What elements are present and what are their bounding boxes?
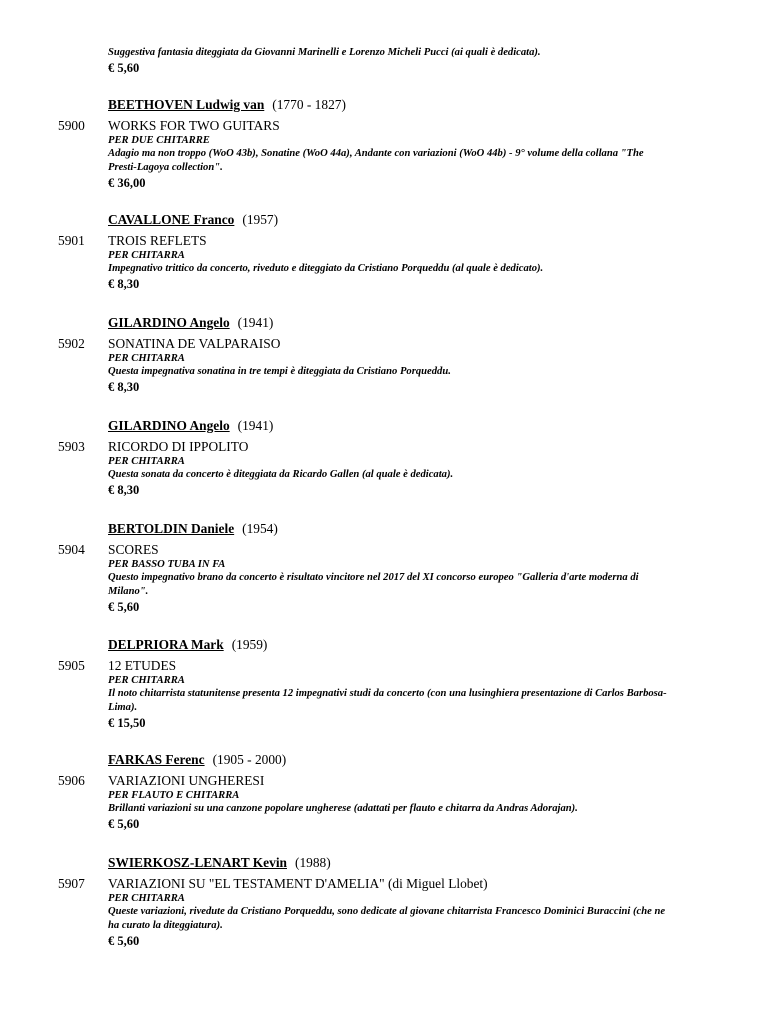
instrumentation: PER DUE CHITARRE [108, 135, 210, 146]
composer-heading [108, 520, 278, 537]
composer-years: (1941) [237, 418, 274, 433]
entry-description: Questo impegnativo brano da concerto è risultato vincitore nel 2017 del XI concorso europeo "Galleria d'arte moderna di Milano". [108, 572, 639, 597]
catalog-number: 5904 [58, 542, 85, 557]
entry-body [108, 335, 668, 395]
composer-heading [108, 751, 286, 768]
catalog-number: 5902 [58, 336, 85, 351]
composer-name: BEETHOVEN Ludwig van [108, 97, 265, 112]
work-title: SONATINA DE VALPARAISO [108, 336, 281, 351]
work-title: 12 ETUDES [108, 658, 177, 673]
composer-years: (1905 - 2000) [212, 752, 287, 767]
composer-name: BERTOLDIN Daniele [108, 521, 235, 536]
composer-name: GILARDINO Angelo [108, 315, 230, 330]
entry-price: € 8,30 [108, 380, 140, 394]
entry-price: € 36,00 [108, 176, 146, 190]
work-title: RICORDO DI IPPOLITO [108, 439, 249, 454]
composer-years: (1941) [237, 315, 274, 330]
catalog-number: 5903 [58, 439, 85, 454]
composer-heading [108, 96, 346, 113]
composer-years: (1954) [242, 521, 278, 536]
work-title: VARIAZIONI UNGHERESI [108, 773, 265, 788]
composer-heading [108, 636, 267, 653]
lead-entry-tail [108, 46, 748, 76]
composer-years: (1957) [242, 212, 279, 227]
work-title: WORKS FOR TWO GUITARS [108, 118, 280, 133]
composer-name: CAVALLONE Franco [108, 212, 235, 227]
instrumentation: PER CHITARRA [108, 456, 185, 467]
instrumentation: PER CHITARRA [108, 893, 185, 904]
entry-price: € 8,30 [108, 483, 140, 497]
composer-heading [108, 854, 331, 871]
entry-price: € 8,30 [108, 277, 140, 291]
entry-body [108, 772, 668, 832]
entry-body [108, 875, 668, 949]
entry-description: Impegnativo trittico da concerto, riveduto e diteggiato da Cristiano Porqueddu (al quale è dedicato). [108, 263, 544, 274]
composer-name: DELPRIORA Mark [108, 637, 224, 652]
work-title: TROIS REFLETS [108, 233, 207, 248]
entry-price: € 5,60 [108, 817, 140, 831]
entry-body [108, 438, 668, 498]
entry-price: € 15,50 [108, 716, 146, 730]
catalog-number: 5907 [58, 876, 85, 891]
composer-heading [108, 417, 273, 434]
composer-years: (1770 - 1827) [272, 97, 346, 112]
work-title: VARIAZIONI SU "EL TESTAMENT D'AMELIA" (di Miguel Llobet) [108, 876, 488, 891]
entry-price: € 5,60 [108, 600, 140, 614]
entry-body [108, 117, 668, 191]
work-title: SCORES [108, 542, 159, 557]
instrumentation: PER BASSO TUBA IN FA [108, 559, 226, 570]
instrumentation: PER FLAUTO E CHITARRA [108, 790, 240, 801]
catalog-number: 5906 [58, 773, 85, 788]
composer-name: SWIERKOSZ-LENART Kevin [108, 855, 287, 870]
entry-description: Questa impegnativa sonatina in tre tempi è diteggiata da Cristiano Porqueddu. [108, 366, 451, 377]
composer-heading [108, 211, 278, 228]
composer-heading [108, 314, 273, 331]
entry-description: Queste variazioni, rivedute da Cristiano Porqueddu, sono dedicate al giovane chitarrista Francesco Dominici Buraccini (che ne ha curato la diteggiatura). [108, 906, 666, 931]
composer-years: (1988) [294, 855, 331, 870]
composer-years: (1959) [231, 637, 268, 652]
entry-body [108, 657, 668, 731]
catalog-number: 5900 [58, 118, 85, 133]
entry-description: Questa sonata da concerto è diteggiata da Ricardo Gallen (al quale è dedicata). [108, 469, 454, 480]
entry-description: Adagio ma non troppo (WoO 43b), Sonatine (WoO 44a), Andante con variazioni (WoO 44b) - 9° volume della collana "The Presti-Lagoya collection". [108, 148, 644, 173]
entry-body [108, 232, 668, 292]
composer-name: GILARDINO Angelo [108, 418, 230, 433]
entry-body [108, 541, 668, 615]
catalog-number: 5901 [58, 233, 85, 248]
instrumentation: PER CHITARRA [108, 675, 185, 686]
instrumentation: PER CHITARRA [108, 250, 185, 261]
entry-description: Il noto chitarrista statunitense presenta 12 impegnativi studi da concerto (con una lusinghiera presentazione di Carlos Barbosa-Lima). [108, 688, 667, 713]
entry-description: Brillanti variazioni su una canzone popolare ungherese (adattati per flauto e chitarra da Andras Adorajan). [108, 803, 578, 814]
entry-price: € 5,60 [108, 61, 140, 75]
catalog-number: 5905 [58, 658, 85, 673]
entry-description: Suggestiva fantasia diteggiata da Giovanni Marinelli e Lorenzo Micheli Pucci (ai quali è dedicata). [108, 47, 541, 58]
entry-price: € 5,60 [108, 934, 140, 948]
instrumentation: PER CHITARRA [108, 353, 185, 364]
composer-name: FARKAS Ferenc [108, 752, 205, 767]
